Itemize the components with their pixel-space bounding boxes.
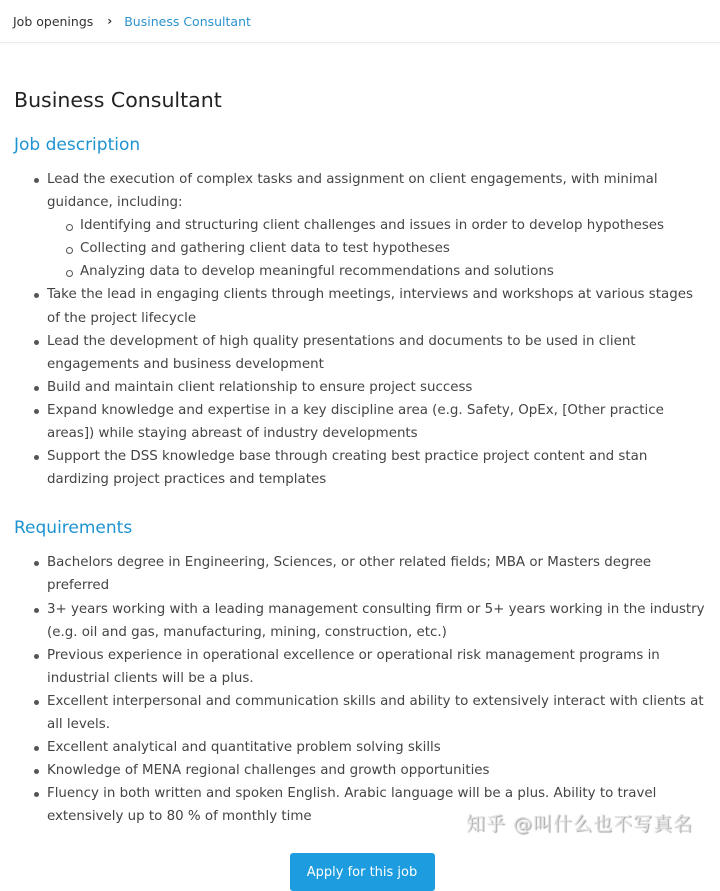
list-item: 3+ years working with a leading management consulting firm or 5+ years working in the industry (e.g. oil and gas, manufacturing, mining, construction, etc.) bbox=[14, 598, 706, 644]
list-item: Build and maintain client relationship to ensure project success bbox=[14, 376, 706, 399]
sub-list-item: Analyzing data to develop meaningful recommendations and solutions bbox=[47, 260, 706, 283]
list-item: Excellent analytical and quantitative problem solving skills bbox=[14, 736, 706, 759]
list-item: Knowledge of MENA regional challenges and growth opportunities bbox=[14, 759, 706, 782]
job-description-list bbox=[14, 168, 706, 491]
list-item: Excellent interpersonal and communication skills and ability to extensively interact with clients at all levels. bbox=[14, 690, 706, 736]
job-description-heading: Job description bbox=[14, 135, 141, 155]
job-content bbox=[0, 88, 720, 891]
list-item: Lead the development of high quality presentations and documents to be used in client engagements and business development bbox=[14, 330, 706, 376]
requirements-list bbox=[14, 551, 706, 828]
list-item: Support the DSS knowledge base through creating best practice project content and stan dardizing project practices and templates bbox=[14, 445, 706, 491]
breadcrumb-current: Business Consultant bbox=[124, 13, 251, 29]
list-item: Fluency in both written and spoken English. Arabic language will be a plus. Ability to travel extensively up to 80 % of monthly time bbox=[14, 782, 706, 828]
list-item-text: Lead the execution of complex tasks and assignment on client engagements, with minimal guidance, including: bbox=[47, 172, 658, 211]
apply-button[interactable]: Apply for this job bbox=[290, 853, 435, 891]
apply-area bbox=[14, 853, 706, 891]
list-item: Previous experience in operational excellence or operational risk management programs in industrial clients will be a plus. bbox=[14, 644, 706, 690]
page-title: Business Consultant bbox=[14, 88, 222, 112]
breadcrumb bbox=[0, 0, 720, 43]
requirements-heading: Requirements bbox=[14, 518, 133, 539]
sub-list-item: Identifying and structuring client challenges and issues in order to develop hypotheses bbox=[47, 214, 706, 237]
chevron-right-icon: › bbox=[107, 14, 113, 28]
sub-list bbox=[47, 214, 706, 283]
list-item bbox=[14, 168, 706, 283]
list-item: Take the lead in engaging clients through meetings, interviews and workshops at various stages of the project lifecycle bbox=[14, 283, 706, 329]
breadcrumb-job-openings-link[interactable]: Job openings bbox=[13, 13, 94, 29]
sub-list-item: Collecting and gathering client data to test hypotheses bbox=[47, 237, 706, 260]
watermark: 知乎 @叫什么也不写真名 bbox=[466, 813, 694, 835]
list-item: Expand knowledge and expertise in a key discipline area (e.g. Safety, OpEx, [Other practice areas]) while staying abreast of industry developments bbox=[14, 399, 706, 445]
list-item: Bachelors degree in Engineering, Sciences, or other related fields; MBA or Masters degree preferred bbox=[14, 551, 706, 597]
